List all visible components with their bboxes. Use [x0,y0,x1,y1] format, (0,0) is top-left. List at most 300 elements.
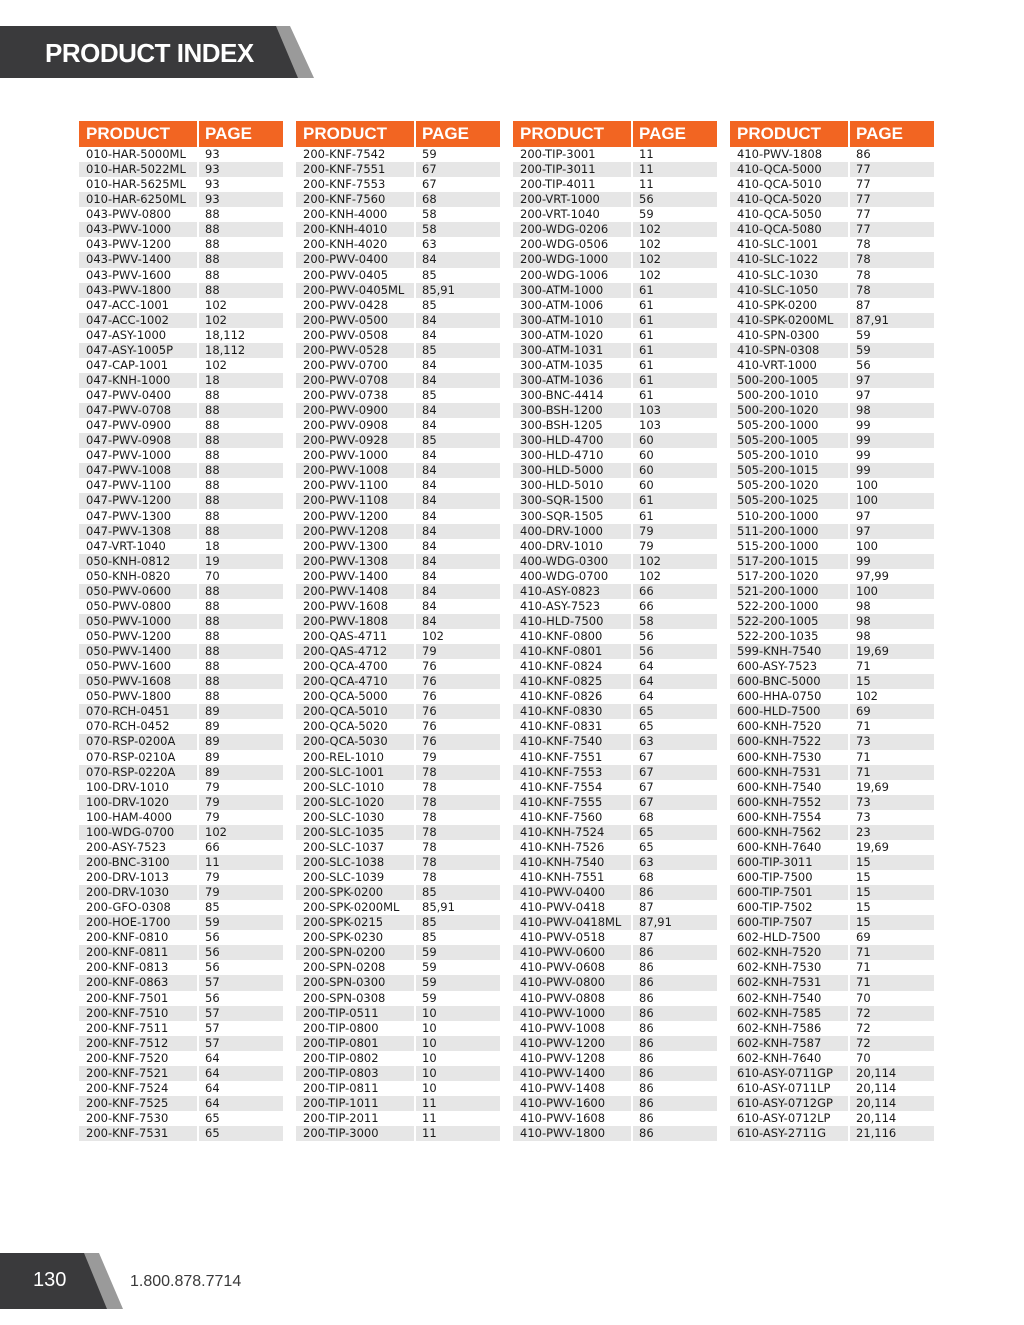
table-row [513,1006,717,1021]
page-reference: 79 [639,523,654,538]
product-code: 600-KNH-7520 [737,719,822,734]
product-code: 200-SPK-0200ML [303,900,400,915]
page-reference: 87,91 [856,312,889,327]
table-row [730,539,934,554]
page-reference: 84 [422,403,437,418]
product-code: 070-RSP-0200A [86,734,176,749]
product-code: 602-KNH-7586 [737,1020,822,1035]
product-code: 410-KNF-7555 [520,794,603,809]
page-reference: 86 [639,1111,654,1125]
table-row [79,524,283,539]
cell-divider [631,222,633,237]
page-reference: 88 [205,388,220,402]
table-row [296,418,500,433]
cell-divider [197,975,199,990]
product-code: 511-200-1000 [737,523,819,538]
page-reference: 60 [639,448,654,463]
table-row [296,358,500,373]
table-row [296,493,500,508]
cell-divider [414,509,416,524]
page-reference: 11 [422,1111,437,1125]
cell-divider [414,313,416,328]
table-row [730,328,934,343]
product-code: 200-ASY-7523 [86,839,167,854]
page-reference: 20,114 [856,1111,897,1125]
cell-divider [848,177,850,192]
cell-divider [848,780,850,795]
product-code: 200-SPN-0200 [303,945,386,960]
product-code: 300-BSH-1205 [520,418,603,433]
index-rows [513,147,717,1141]
product-code: 200-PWV-1000 [303,448,389,463]
table-row [79,478,283,493]
cell-divider [197,960,199,975]
cell-divider [414,599,416,614]
product-code: 505-200-1025 [737,493,819,508]
table-row [296,433,500,448]
page-reference: 93 [205,177,220,192]
cell-divider [197,283,199,298]
page-number: 130 [33,1269,67,1291]
table-row [296,463,500,478]
table-row [513,1081,717,1096]
product-code: 200-WDG-1000 [520,252,609,267]
table-row [79,810,283,825]
page-reference: 63 [639,854,654,869]
page-reference: 77 [856,192,871,207]
cell-divider [414,825,416,840]
product-code: 300-ATM-1000 [520,282,604,297]
page-reference: 85 [422,915,437,930]
cell-divider [631,313,633,328]
page-reference: 84 [422,493,437,508]
page-reference: 10 [422,1005,437,1020]
product-code: 047-PWV-0908 [86,433,172,448]
table-row [513,313,717,328]
table-row [79,418,283,433]
cell-divider [414,237,416,252]
product-code: 410-PWV-0808 [520,990,606,1005]
table-row [730,614,934,629]
page-reference: 19,69 [856,839,889,854]
table-row [513,719,717,734]
table-row [513,885,717,900]
cell-divider [197,674,199,689]
product-code: 043-PWV-1400 [86,252,172,267]
cell-divider [197,1081,199,1096]
page-reference: 70 [205,568,220,583]
page-reference: 72 [856,1035,871,1050]
product-code: 522-200-1000 [737,598,819,613]
page-reference: 61 [639,327,654,342]
page-reference: 10 [422,1020,437,1035]
table-row [79,509,283,524]
cell-divider [631,1006,633,1021]
product-code: 522-200-1035 [737,629,819,643]
product-code: 410-ASY-7523 [520,598,601,613]
cell-divider [414,1096,416,1111]
page-reference: 71 [856,975,871,990]
page-reference: 61 [639,508,654,523]
page-reference: 87 [639,900,654,915]
page-reference: 71 [856,960,871,975]
page-reference: 88 [205,659,220,674]
page-reference: 97 [856,372,871,387]
product-code: 602-KNH-7540 [737,990,822,1005]
page-reference: 58 [422,222,437,237]
cell-divider [631,207,633,222]
cell-divider [631,780,633,795]
product-code: 050-PWV-1000 [86,613,172,628]
page-reference: 73 [856,794,871,809]
page-reference: 85 [422,267,437,282]
product-code: 610-ASY-2711G [737,1126,827,1141]
product-code: 410-PWV-1600 [520,1095,606,1110]
page-reference: 73 [856,809,871,824]
product-code: 410-KNF-7553 [520,764,603,779]
cell-divider [197,719,199,734]
cell-divider [197,162,199,177]
page-reference: 10 [422,1050,437,1065]
table-row [79,343,283,358]
table-row [513,991,717,1006]
product-code: 610-ASY-0712GP [737,1095,833,1110]
product-code: 410-PWV-1408 [520,1080,606,1095]
table-row [513,162,717,177]
page-reference: 86 [639,945,654,960]
page-reference: 84 [422,613,437,628]
table-row [730,885,934,900]
column-header [730,121,934,147]
product-code: 200-TIP-3000 [303,1126,379,1141]
page-reference: 88 [205,644,220,659]
table-row [296,252,500,267]
product-code: 410-PWV-0418ML [520,915,622,930]
table-row [513,629,717,644]
cell-divider [414,147,416,162]
cell-divider [848,448,850,463]
product-code: 200-TIP-0802 [303,1050,379,1065]
cell-divider [197,599,199,614]
product-code: 410-KNF-0800 [520,629,603,643]
table-row [513,403,717,418]
cell-divider [197,689,199,704]
page-reference: 19 [205,553,220,568]
cell-divider [414,524,416,539]
table-row [730,222,934,237]
table-row [513,207,717,222]
page-reference: 78 [422,764,437,779]
cell-divider [631,689,633,704]
page-reference: 86 [639,1020,654,1035]
cell-divider [848,298,850,313]
page-reference: 63 [422,237,437,252]
table-row [730,719,934,734]
table-row [730,448,934,463]
page-reference: 15 [856,900,871,915]
product-code: 410-QCA-5000 [737,162,822,177]
cell-divider [414,885,416,900]
table-row [296,1051,500,1066]
cell-divider [848,509,850,524]
product-code: 200-PWV-1100 [303,478,389,493]
page-reference: 61 [639,297,654,312]
page-reference: 18 [205,372,220,387]
page-reference: 78 [422,809,437,824]
cell-divider [197,207,199,222]
cell-divider [631,177,633,192]
cell-divider [197,765,199,780]
product-code: 410-KNF-7560 [520,809,603,824]
product-code: 400-WDG-0700 [520,568,609,583]
product-code: 200-TIP-2011 [303,1111,379,1125]
table-row [730,1096,934,1111]
page-reference: 59 [422,945,437,960]
page-reference: 86 [639,960,654,975]
product-code: 410-PWV-1200 [520,1035,606,1050]
table-row [730,810,934,825]
cell-divider [631,569,633,584]
page-reference: 64 [205,1080,220,1095]
product-code: 410-PWV-1000 [520,1005,606,1020]
cell-divider [848,1066,850,1081]
product-code: 300-HLD-4710 [520,448,604,463]
table-row [296,599,500,614]
product-code: 200-KNF-7525 [86,1095,169,1110]
table-row [79,569,283,584]
table-row [513,1051,717,1066]
product-code: 600-KNH-7540 [737,779,822,794]
product-code: 505-200-1005 [737,433,819,448]
product-code: 600-HHA-0750 [737,689,822,704]
table-row [79,1021,283,1036]
product-code: 200-PWV-1208 [303,523,389,538]
cell-divider [414,704,416,719]
table-row [296,734,500,749]
product-code: 043-PWV-1800 [86,282,172,297]
cell-divider [631,539,633,554]
table-row [79,870,283,885]
column-header [296,121,500,147]
cell-divider [848,358,850,373]
page-reference: 86 [639,885,654,900]
product-code: 410-SLC-1030 [737,267,819,282]
table-row [513,975,717,990]
product-code: 300-ATM-1036 [520,372,604,387]
cell-divider [414,765,416,780]
product-code: 300-ATM-1031 [520,342,604,357]
table-row [730,237,934,252]
page-reference: 84 [422,598,437,613]
page-reference: 10 [422,1065,437,1080]
product-code: 200-KNH-4020 [303,237,388,252]
page-reference: 71 [856,945,871,960]
table-row [79,584,283,599]
page-reference: 78 [422,870,437,884]
page-title: PRODUCT INDEX [45,38,254,68]
cell-divider [848,1096,850,1111]
header-divider [631,121,633,147]
product-code: 602-KNH-7587 [737,1035,822,1050]
table-row [296,237,500,252]
cell-divider [631,478,633,493]
table-row [79,554,283,569]
cell-divider [631,584,633,599]
cell-divider [414,1111,416,1126]
table-row [730,373,934,388]
table-row [513,554,717,569]
table-row [513,539,717,554]
product-code: 200-WDG-1006 [520,267,609,282]
page-reference: 68 [422,192,437,207]
table-row [730,1051,934,1066]
product-code: 100-DRV-1020 [86,794,169,809]
cell-divider [197,945,199,960]
cell-divider [197,177,199,192]
cell-divider [414,343,416,358]
column-header [513,121,717,147]
product-code: 050-PWV-0800 [86,598,172,613]
product-code: 050-PWV-0600 [86,583,172,598]
product-code: 410-PWV-0400 [520,885,606,900]
cell-divider [414,1021,416,1036]
page-reference: 20,114 [856,1080,897,1095]
product-code: 410-SLC-1050 [737,282,819,297]
product-code: 200-TIP-0801 [303,1035,379,1050]
cell-divider [631,1036,633,1051]
product-code: 200-KNF-0813 [86,960,169,975]
page-reference: 18,112 [205,327,246,342]
page-reference: 61 [639,357,654,372]
page-reference: 87,91 [639,915,672,930]
product-code: 047-PWV-1300 [86,508,172,523]
product-code: 410-SLC-1001 [737,237,819,252]
page-reference: 79 [205,870,220,884]
product-code: 047-ACC-1001 [86,297,169,312]
table-row [296,313,500,328]
cell-divider [848,1051,850,1066]
page-reference: 11 [422,1126,437,1141]
page-reference: 88 [205,629,220,643]
cell-divider [631,493,633,508]
page-reference: 84 [422,553,437,568]
index-rows [79,147,283,1141]
page-reference: 67 [639,764,654,779]
product-code: 602-KNH-7520 [737,945,822,960]
cell-divider [848,539,850,554]
table-row [513,569,717,584]
table-row [296,689,500,704]
product-code: 200-KNF-7510 [86,1005,169,1020]
page-reference: 68 [639,809,654,824]
product-code: 200-KNF-7524 [86,1080,169,1095]
page-reference: 64 [205,1050,220,1065]
product-code: 200-QCA-5030 [303,734,388,749]
table-row [513,1066,717,1081]
table-row [730,795,934,810]
page-header-label: PAGE [639,124,686,143]
page-reference: 61 [639,312,654,327]
table-row [730,162,934,177]
table-row [513,614,717,629]
table-row [79,991,283,1006]
page-reference: 65 [205,1111,220,1125]
product-code: 200-QAS-4712 [303,644,388,659]
product-code: 515-200-1000 [737,538,819,553]
table-row [79,1036,283,1051]
cell-divider [414,433,416,448]
page-reference: 78 [856,252,871,267]
product-code: 602-KNH-7531 [737,975,822,990]
table-row [296,674,500,689]
table-row [730,855,934,870]
product-code: 047-KNH-1000 [86,372,171,387]
page-reference: 61 [639,493,654,508]
cell-divider [414,780,416,795]
page-reference: 56 [205,930,220,945]
table-row [79,719,283,734]
product-code: 047-ACC-1002 [86,312,169,327]
product-code: 410-KNF-0831 [520,719,603,734]
index-column [296,121,500,1141]
page-reference: 88 [205,508,220,523]
product-code: 602-KNH-7585 [737,1005,822,1020]
product-code: 400-DRV-1010 [520,538,603,553]
page-reference: 87 [856,297,871,312]
table-row [79,765,283,780]
cell-divider [631,1081,633,1096]
cell-divider [631,554,633,569]
table-row [79,644,283,659]
page-reference: 15 [856,885,871,900]
product-code: 600-KNH-7522 [737,734,822,749]
page-reference: 67 [639,779,654,794]
cell-divider [197,448,199,463]
table-row [513,900,717,915]
page-reference: 61 [639,282,654,297]
page-reference: 85 [205,900,220,915]
page-reference: 59 [639,207,654,222]
product-code: 200-PWV-1408 [303,583,389,598]
cell-divider [848,192,850,207]
cell-divider [848,268,850,283]
cell-divider [631,1066,633,1081]
page-reference: 88 [205,448,220,463]
page-reference: 98 [856,598,871,613]
table-row [296,569,500,584]
page-reference: 65 [639,704,654,719]
table-row [730,1081,934,1096]
table-row [296,900,500,915]
cell-divider [414,268,416,283]
table-row [296,524,500,539]
product-code: 505-200-1000 [737,418,819,433]
product-code: 510-200-1000 [737,508,819,523]
table-row [730,945,934,960]
page-reference: 10 [422,1080,437,1095]
cell-divider [631,719,633,734]
cell-divider [414,463,416,478]
cell-divider [631,268,633,283]
cell-divider [414,162,416,177]
table-row [79,840,283,855]
table-row [513,252,717,267]
product-header-label: PRODUCT [737,124,822,143]
page-reference: 86 [639,990,654,1005]
product-code: 410-PWV-1608 [520,1111,606,1125]
page-reference: 85,91 [422,282,455,297]
table-row [296,222,500,237]
